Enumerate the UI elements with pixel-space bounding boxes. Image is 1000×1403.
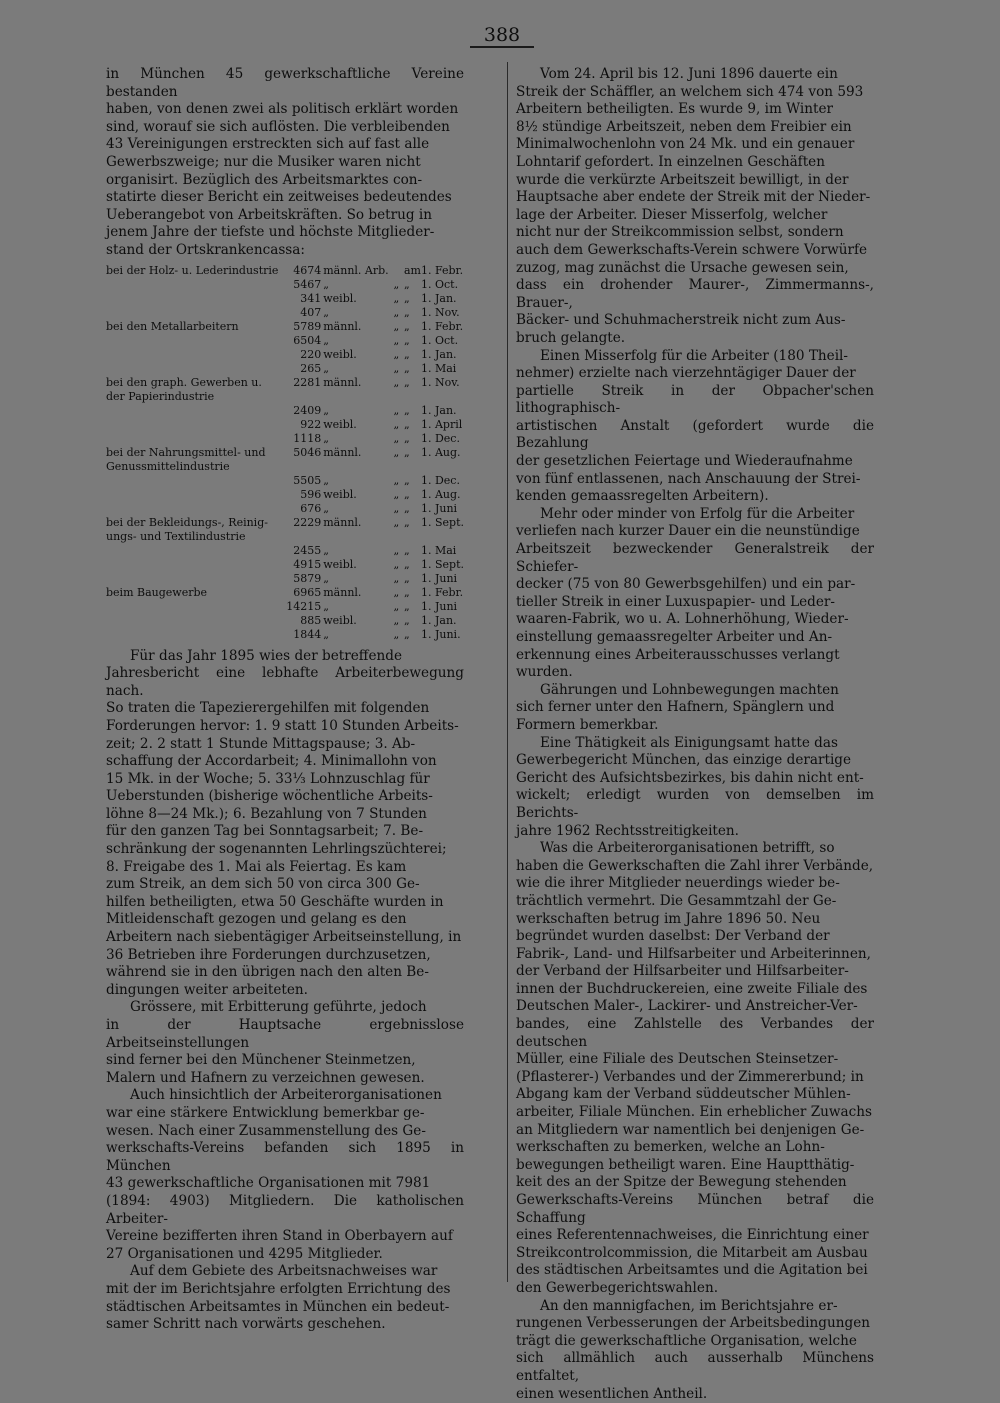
table-cell-label: [106, 432, 286, 446]
table-cell-am: „: [403, 333, 410, 347]
table-cell-gender: „: [323, 543, 329, 557]
table-cell-value: 1844: [293, 627, 322, 641]
table-cell-date: 1. Nov.: [420, 375, 460, 389]
table-cell-value: 5467: [293, 277, 322, 291]
table-cell-gender: weibl.: [323, 417, 357, 431]
table-cell-value: 4674: [293, 263, 322, 277]
table-cell-value: 676: [300, 501, 322, 515]
table-cell-label: [106, 348, 286, 362]
table-cell-ditto: „: [393, 291, 400, 305]
body-paragraph: Für das Jahr 1895 wies der betreffende Jahresbericht eine lebhafte Arbeiterbewegung nach. So traten die Tapezierergehilfen mit folgenden Forderungen hervor: 1. 9 statt 10 Stunden Arbeits- zeit; 2. 2 statt 1 Stunde Mittagspause; 3. Ab- schaffung der Accordarbeit; 4. Minimallohn von 15 Mk. in der Woche; 5. 33⅓ Lohnzuschlag für Ueberstunden (bisherige wöchentliche Arbeits- löhne 8—24 Mk.); 6. Bezahlung von 7 Stunden für den ganzen Tag bei Sonntagsarbeit; 7. Be- schränkung der sogenannten Lehrlingszüchterei; 8. Freigabe des 1. Mai als Feiertag. Es kam zum Streik, an dem sich 50 von circa 300 Ge- hilfen betheiligten, etwa 50 Geschäfte wurden in Mitleidenschaft gezogen und gelang es den Arbeitern nach siebentägiger Arbeitseinstellung, in 36 Betrieben ihre Forderungen durchzusetzen, während sie in den übrigen nach den alten Be- dingungen weiter arbeiteten.: [106, 647, 464, 998]
table-cell-date: 1. Febr.: [420, 319, 464, 333]
page-number: 388: [483, 24, 521, 46]
table-row: [106, 432, 464, 446]
table-cell-gender: „: [323, 333, 329, 347]
table-cell-am: „: [403, 305, 410, 319]
table-cell-ditto: [389, 264, 404, 278]
body-paragraph: Einen Misserfolg für die Arbeiter (180 Theil- nehmer) erzielte nach vierzehntägiger Dauer der partielle Streik in der Obpacher'schen lithographisch- artistischen Anstalt (gefordert wurde die Bezahlung der gesetzlichen Feiertage und Wiederaufnahme von fünf entlassenen, nach Anschauung der Strei- kenden gemaassregelten Arbeitern).: [516, 347, 874, 505]
table-cell-value: 596: [300, 487, 322, 501]
table-cell-value: 220: [300, 347, 322, 361]
table-cell-am: „: [403, 501, 410, 515]
table-cell-ditto: „: [393, 305, 400, 319]
table-cell-am: „: [403, 417, 410, 431]
table-row: [106, 348, 464, 362]
table-cell-date: 1. Sept.: [420, 557, 464, 571]
table-head-row: [106, 264, 464, 278]
table-cell-gender: „: [323, 571, 329, 585]
table-cell-label: [106, 488, 286, 502]
table-cell-value: 2409: [293, 403, 322, 417]
table-cell-ditto: „: [393, 417, 400, 431]
table-cell-ditto: „: [393, 361, 400, 375]
table-cell-date: 1. Febr.: [420, 263, 464, 277]
table-cell-ditto: „: [393, 557, 400, 571]
table-cell-label: [106, 544, 286, 558]
table-cell-label: [106, 628, 286, 642]
table-cell-value: 2229: [293, 515, 322, 529]
table-row: [106, 600, 464, 614]
table-cell-label: [106, 278, 286, 292]
table-cell-am: „: [403, 375, 410, 389]
table-cell-ditto: „: [393, 571, 400, 585]
right-column: [516, 66, 874, 1403]
table-cell-date: 1. Juni: [420, 571, 458, 585]
table-cell-label: [106, 614, 286, 628]
table-cell-date: 1. Juni.: [420, 627, 461, 641]
table-cell-label: bei der Nahrungsmittel- und Genussmittelindustrie: [106, 445, 266, 473]
table-cell-am: „: [403, 403, 410, 417]
table-cell-gender: „: [323, 473, 329, 487]
table-cell-gender: weibl.: [323, 557, 357, 571]
table-row: [106, 292, 464, 306]
table-cell-ditto: „: [393, 375, 400, 389]
table-cell-date: 1. Jan.: [420, 403, 457, 417]
table-cell-date: 1. Aug.: [420, 445, 461, 459]
body-paragraph: Mehr oder minder von Erfolg für die Arbeiter verliefen nach kurzer Dauer ein die neunstündige Arbeitszeit bezweckender Generalstreik der Schiefer- decker (75 von 80 Gewerbsgehilfen) und ein par- tieller Streik in einer Luxuspapier- und Leder- waaren-Fabrik, wo u. A. Lohnerhöhung, Wieder- einstellung gemaassregelter Arbeiter und An- erkennung eines Arbeiterausschusses verlangt wurden.: [516, 505, 874, 681]
table-cell-label: [106, 306, 286, 320]
table-cell-ditto: „: [393, 487, 400, 501]
table-cell-label: beim Baugewerbe: [106, 585, 208, 599]
table-cell-ditto: „: [393, 613, 400, 627]
table-cell-ditto: „: [393, 333, 400, 347]
table-row: [106, 614, 464, 628]
table-row: [106, 404, 464, 418]
table-cell-am: „: [403, 347, 410, 361]
table-cell-am: „: [403, 627, 410, 641]
table-row: [106, 446, 464, 474]
table-cell-date: 1. Jan.: [420, 347, 457, 361]
table-cell-ditto: „: [393, 501, 400, 515]
table-cell-value: 6965: [293, 585, 322, 599]
table-cell-date: 1. Oct.: [420, 277, 459, 291]
table-cell-am: „: [403, 431, 410, 445]
table-cell-label: bei den Metallarbeitern: [106, 319, 239, 333]
right-paragraphs: [516, 66, 874, 1403]
table-cell-gender: „: [323, 305, 329, 319]
table-cell-value: 407: [300, 305, 322, 319]
intro-paragraph: in München 45 gewerkschaftliche Vereine bestanden haben, von denen zwei als politisch erklärt worden sind, worauf sie sich auflösten. Die verbleibenden 43 Vereinigungen erstreckten sich auf fast alle Gewerbszweige; nur die Musiker waren nicht organisirt. Bezüglich des Arbeitsmarktes con- statirte dieser Bericht ein zeitweises bedeutendes Ueberangebot von Arbeitskräften. So betrug in jenem Jahre der tiefste und höchste Mitglieder- stand der Ortskrankencassa:: [106, 66, 464, 258]
table-cell-label: bei den graph. Gewerben u. der Papierindustrie: [106, 375, 262, 403]
table-cell-label: [106, 572, 286, 586]
table-cell-am: „: [403, 277, 410, 291]
table-cell-am: „: [403, 585, 410, 599]
table-cell-gender: männl. Arb.: [323, 263, 389, 277]
table-cell-value: 1118: [293, 431, 322, 445]
table-cell-ditto: „: [393, 319, 400, 333]
table-cell-am: „: [403, 543, 410, 557]
table-cell-date: 1. Oct.: [420, 333, 459, 347]
table-cell-ditto: „: [393, 403, 400, 417]
table-cell-value: 341: [300, 291, 322, 305]
table-cell-value: 5879: [293, 571, 322, 585]
table-cell-label: [106, 292, 286, 306]
table-cell-gender: „: [323, 627, 329, 641]
table-cell-am: „: [403, 361, 410, 375]
table-cell-gender: männl.: [323, 445, 362, 459]
page-number-rule: [470, 46, 534, 48]
table-row: [106, 544, 464, 558]
table-cell-label: [106, 502, 286, 516]
body-paragraph: Grössere, mit Erbitterung geführte, jedoch in der Hauptsache ergebnisslose Arbeitseinstellungen sind ferner bei den Münchener Steinmetzen, Malern und Hafnern zu verzeichnen gewesen.: [106, 999, 464, 1086]
body-paragraph: Gährungen und Lohnbewegungen machten sich ferner unter den Hafnern, Spänglern und Formern bemerkbar.: [516, 681, 839, 733]
table-cell-date: 1. Jan.: [420, 613, 457, 627]
table-row: [106, 516, 464, 544]
table-cell-ditto: „: [393, 445, 400, 459]
table-cell-label: [106, 418, 286, 432]
table-cell-gender: „: [323, 431, 329, 445]
table-row: [106, 278, 464, 292]
table-cell-value: 4915: [293, 557, 322, 571]
body-paragraph: Vom 24. April bis 12. Juni 1896 dauerte ein Streik der Schäffler, an welchem sich 474 von 593 Arbeitern betheiligten. Es wurde 9, im Winter 8½ stündige Arbeitszeit, neben dem Freibier ein Minimalwochenlohn von 24 Mk. und ein genauer Lohntarif gefordert. In einzelnen Geschäften wurde die verkürzte Arbeitszeit bewilligt, in der Hauptsache aber endete der Streik mit der Nieder- lage der Arbeiter. Dieser Misserfolg, welcher nicht nur der Streikcommission selbst, sondern auch dem Gewerkschafts-Verein schwere Vorwürfe zuzog, mag zunächst die Ursache gewesen sein, dass ein drohender Maurer-, Zimmermanns-, Brauer-, Bäcker- und Schuhmacherstreik nicht zum Aus- bruch gelangte.: [516, 66, 874, 346]
table-cell-value: 6504: [293, 333, 322, 347]
body-paragraph: Eine Thätigkeit als Einigungsamt hatte das Gewerbegericht München, das einzige derartige Gericht des Aufsichtsbezirkes, bis dahin nicht ent- wickelt; erledigt wurden von demselben im Berichts- jahre 1962 Rechtsstreitigkeiten.: [516, 734, 874, 839]
table-cell-label: [106, 474, 286, 488]
table-cell-date: 1. Dec.: [420, 473, 460, 487]
table-cell-gender: männl.: [323, 375, 362, 389]
table-row: [106, 628, 464, 642]
table-cell-value: 5505: [293, 473, 322, 487]
table-cell-am: „: [403, 291, 410, 305]
table-row: [106, 558, 464, 572]
table-cell-date: 1. Mai: [420, 543, 457, 557]
table-cell-ditto: „: [393, 515, 400, 529]
table-cell-date: 1. Sept.: [420, 515, 464, 529]
table-cell-date: 1. Mai: [420, 361, 457, 375]
table-cell-date: 1. Juni: [420, 599, 458, 613]
table-cell-ditto: „: [393, 627, 400, 641]
table-cell-ditto: „: [393, 599, 400, 613]
table-cell-value: 922: [300, 417, 322, 431]
table-row: [106, 586, 464, 600]
table-cell-am: „: [403, 599, 410, 613]
table-cell-am: „: [403, 571, 410, 585]
table-cell-gender: „: [323, 501, 329, 515]
table-row: [106, 572, 464, 586]
membership-table: [106, 264, 464, 642]
table-cell-date: 1. April: [420, 417, 463, 431]
table-cell-gender: „: [323, 403, 329, 417]
table-cell-label: bei der Holz- u. Lederindustrie: [106, 263, 279, 277]
table-cell-am: „: [403, 515, 410, 529]
table-cell-ditto: „: [393, 585, 400, 599]
table-cell-ditto: „: [393, 431, 400, 445]
table-cell-label: [106, 558, 286, 572]
table-cell-gender: „: [323, 599, 329, 613]
table-cell-date: 1. Nov.: [420, 305, 460, 319]
table-row: [106, 362, 464, 376]
table-cell-value: 14215: [286, 599, 322, 613]
table-cell-am: „: [403, 613, 410, 627]
table-row: [106, 474, 464, 488]
table-cell-ditto: „: [393, 347, 400, 361]
table-cell-value: 2455: [293, 543, 322, 557]
table-cell-date: 1. Juni: [420, 501, 458, 515]
table-cell-am: „: [403, 487, 410, 501]
table-cell-ditto: „: [393, 473, 400, 487]
table-cell-label: [106, 404, 286, 418]
table-cell-gender: weibl.: [323, 613, 357, 627]
table-cell-label: [106, 334, 286, 348]
table-cell-ditto: „: [393, 277, 400, 291]
table-cell-am: „: [403, 473, 410, 487]
table-cell-label: bei der Bekleidungs-, Reinig- ungs- und Textilindustrie: [106, 515, 268, 543]
table-cell-gender: „: [323, 361, 329, 375]
table-cell-am: „: [403, 319, 410, 333]
table-cell-am: „: [403, 557, 410, 571]
table-cell-value: 5789: [293, 319, 322, 333]
table-cell-gender: männl.: [323, 319, 362, 333]
table-cell-gender: weibl.: [323, 291, 357, 305]
body-paragraph: An den mannigfachen, im Berichtsjahre er- rungenen Verbesserungen der Arbeitsbedingungen trägt die gewerkschaftliche Organisation, welche sich allmählich auch ausserhalb Münchens entfaltet, einen wesentlichen Antheil.: [516, 1297, 874, 1402]
table-row: [106, 320, 464, 334]
table-cell-value: 885: [300, 613, 322, 627]
table-cell-date: 1. Aug.: [420, 487, 461, 501]
left-paragraphs: [106, 648, 464, 1334]
table-row: [106, 334, 464, 348]
table-row: [106, 502, 464, 516]
body-paragraph: Auch hinsichtlich der Arbeiterorganisationen war eine stärkere Entwicklung bemerkbar ge- wesen. Nach einer Zusammenstellung des Ge- werkschafts-Vereins befanden sich 1895 in München 43 gewerkschaftliche Organisationen mit 7981 (1894: 4903) Mitgliedern. Die katholischen Arbeiter- Vereine bezifferten ihren Stand in Oberbayern auf 27 Organisationen und 4295 Mitglieder.: [106, 1087, 464, 1262]
table-cell-gender: männl.: [323, 585, 362, 599]
table-row: [106, 306, 464, 320]
table-cell-label: [106, 600, 286, 614]
body-paragraph: Auf dem Gebiete des Arbeitsnachweises war mit der im Berichtsjahre erfolgten Errichtung des städtischen Arbeitsamtes in München ein bedeut- samer Schritt nach vorwärts geschehen.: [106, 1263, 451, 1333]
table-cell-date: 1. Jan.: [420, 291, 457, 305]
table-cell-ditto: „: [393, 543, 400, 557]
table-cell-value: 5046: [293, 445, 322, 459]
table-cell-value: 265: [300, 361, 322, 375]
table-row: [106, 418, 464, 432]
table-row: [106, 488, 464, 502]
column-divider: [507, 62, 508, 1282]
left-column: [106, 66, 464, 1334]
table-cell-date: 1. Febr.: [420, 585, 464, 599]
table-cell-gender: weibl.: [323, 487, 357, 501]
table-cell-gender: weibl.: [323, 347, 357, 361]
table-cell-am: am: [403, 263, 421, 277]
table-cell-date: 1. Dec.: [420, 431, 460, 445]
body-paragraph: Was die Arbeiterorganisationen betrifft, so haben die Gewerkschaften die Zahl ihrer Verbände, wie die ihrer Mitglieder neuerdings wieder be- trächtlich vermehrt. Die Gesammtzahl der Ge- werkschaften betrug im Jahre 1896 50. Neu begründet wurden daselbst: Der Verband der Fabrik-, Land- und Hilfsarbeiter und Arbeiterinnen, der Verband der Hilfsarbeiter und Hilfsarbeiter- innen der Buchdruckereien, eine zweite Filiale des Deutschen Maler-, Lackirer- und Anstreicher-Ver- bandes, eine Zahlstelle des Verbandes der deutschen Müller, eine Filiale des Deutschen Steinsetzer- (Pflasterer-) Verbandes und der Zimmererbund; in Abgang kam der Verband süddeutscher Mühlen- arbeiter, Filiale München. Ein erheblicher Zuwachs an Mitgliedern war namentlich bei denjenigen Ge- werkschaften zu bemerken, welche an Lohn- bewegungen betheiligt waren. Eine Hauptthätig- keit des an der Spitze der Bewegung stehenden Gewerkschafts-Vereins München betraf die Schaffung eines Referentennachweises, die Einrichtung einer Streikcontrolcommission, die Mitarbeit am Ausbau des städtischen Arbeitsamtes und die Agitation bei den Gewerbegerichtswahlen.: [516, 840, 874, 1296]
table-cell-label: [106, 362, 286, 376]
table-cell-gender: männl.: [323, 515, 362, 529]
table-row: [106, 376, 464, 404]
table-cell-gender: „: [323, 277, 329, 291]
table-cell-am: „: [403, 445, 410, 459]
table-cell-value: 2281: [293, 375, 322, 389]
